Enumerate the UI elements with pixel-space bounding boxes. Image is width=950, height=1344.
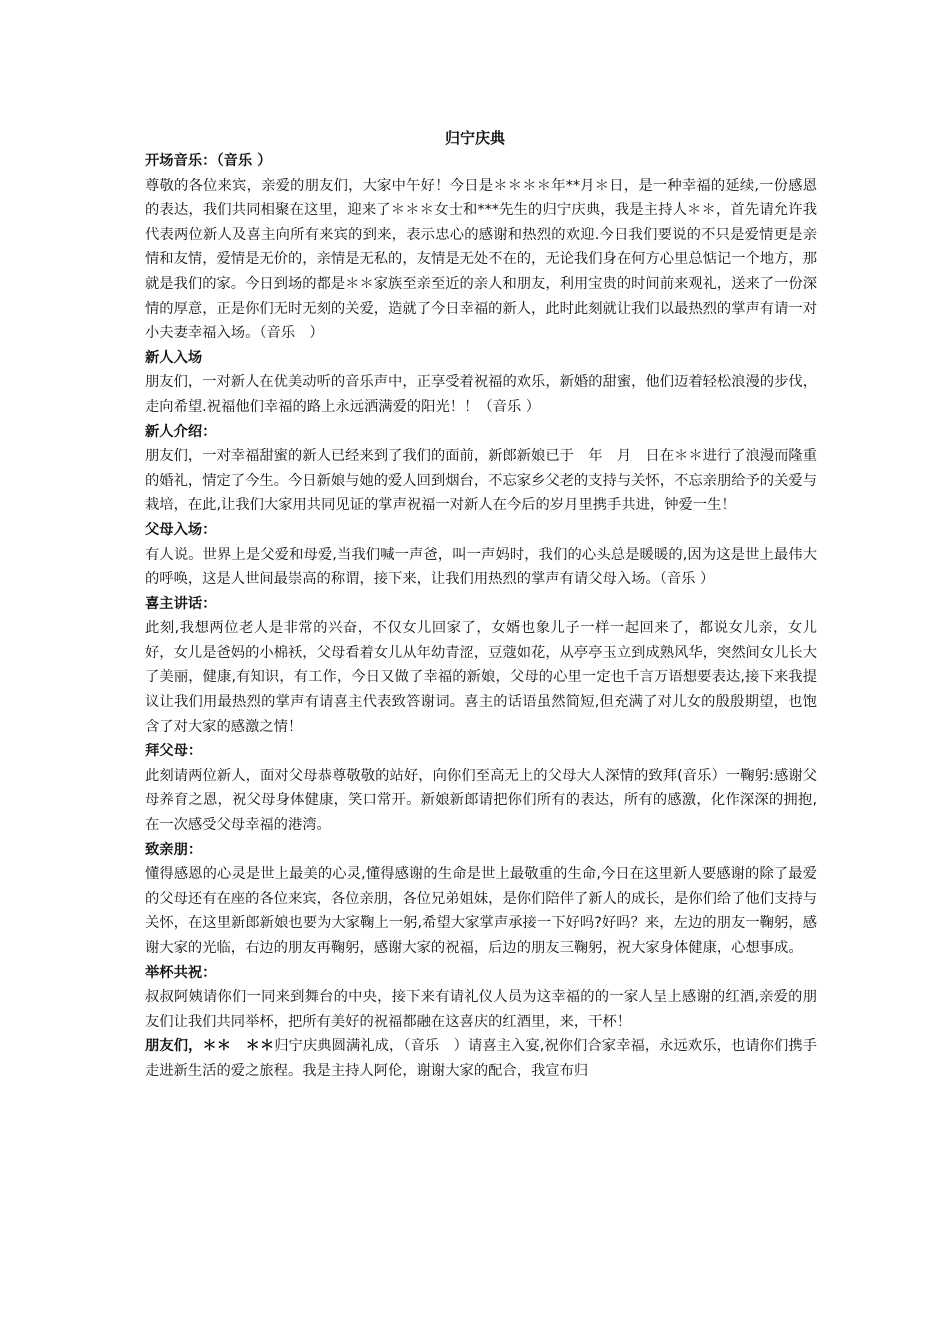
section-heading-bow-to-parents: 拜父母： bbox=[145, 743, 203, 760]
closing-text: 归宁庆典圆满礼成，（音乐 ）请喜主入宴,祝你们合家幸福，永远欢乐，也请你们携手走进新生活的爱之旅程。我是主持人阿伦，谢谢大家的配合，我宣布归 bbox=[145, 1038, 818, 1079]
section-text-bow-to-parents: 此刻请两位新人，面对父母恭尊敬敬的站好，向你们至高无上的父母大人深情的致拜(音乐）一鞠躬:感谢父母养育之恩，祝父母身体健康，笑口常开。新娘新郎请把你们所有的表达，所有的感激，化作深深的拥抱,在一次感受父母幸福的港湾。 bbox=[145, 767, 817, 834]
section-heading-couple-entrance: 新人入场 bbox=[145, 349, 203, 366]
section-heading-couple-introduction: 新人介绍： bbox=[145, 423, 217, 440]
document-body bbox=[145, 149, 817, 1084]
section-heading-toast: 举杯共祝： bbox=[145, 964, 217, 981]
closing-paragraph bbox=[145, 1034, 817, 1083]
section-heading-opening-music: 开场音乐：（音乐 ） bbox=[145, 153, 272, 169]
section-heading-thank-guests: 致亲朋： bbox=[145, 841, 203, 858]
section-text-parents-entrance: 有人说。世界上是父爱和母爱,当我们喊一声爸，叫一声妈时，我们的心头总是暖暖的,因为这是世上最伟大的呼唤，这是人世间最崇高的称谓，接下来，让我们用热烈的掌声有请父母入场。（音乐 ） bbox=[145, 546, 817, 588]
document-title: 归宁庆典 bbox=[444, 129, 505, 147]
section-text-couple-entrance: 朋友们，一对新人在优美动听的音乐声中，正享受着祝福的欢乐，新婚的甜蜜，他们迈着轻松浪漫的步伐，走向希望.祝福他们幸福的路上永远洒满爱的阳光！！（音乐 ） bbox=[145, 374, 817, 415]
section-text-thank-guests: 懂得感恩的心灵是世上最美的心灵,懂得感谢的生命是世上最敬重的生命,今日在这里新人要感谢的除了最爱的父母还有在座的各位来宾，各位亲朋，各位兄弟姐妹，是你们陪伴了新人的成长，是你们给了他们支持与关怀，在这里新郎新娘也要为大家鞠上一躬,希望大家掌声承接一下好吗?好吗？来，左边的朋友一鞠躬，感谢大家的光临，右边的朋友再鞠躬，感谢大家的祝福，后边的朋友三鞠躬，祝大家身体健康，心想事成。 bbox=[145, 866, 817, 956]
closing-heading: 朋友们，＊＊ ＊＊ bbox=[145, 1038, 275, 1055]
section-text-opening-music: 尊敬的各位来宾，亲爱的朋友们，大家中午好！今日是＊＊＊＊年**月＊日，是一种幸福的延续,一份感恩的表达，我们共同相聚在这里，迎来了＊＊＊女士和***先生的归宁庆典，我是主持人＊＊，首先请允许我代表两位新人及喜主向所有来宾的到来，表示忠心的感谢和热烈的欢迎.今日我们要说的不只是爱情更是亲情和友情，爱情是无价的，亲情是无私的，友情是无处不在的，无论我们身在何方心里总惦记一个地方，那就是我们的家。今日到场的都是＊＊家族至亲至近的亲人和朋友，利用宝贵的时间前来观礼，送来了一份深情的厚意，正是你们无时无刻的关爱，造就了今日幸福的新人，此时此刻就让我们以最热烈的掌声有请一对小夫妻幸福入场。（音乐 ） bbox=[145, 177, 817, 342]
section-text-toast: 叔叔阿姨请你们一同来到舞台的中央，接下来有请礼仪人员为这幸福的的一家人呈上感谢的红酒,亲爱的朋友们让我们共同举杯，把所有美好的祝福都融在这喜庆的红酒里，来，干杯！ bbox=[145, 989, 817, 1030]
section-heading-host-speech: 喜主讲话： bbox=[145, 595, 217, 612]
section-text-host-speech: 此刻,我想两位老人是非常的兴奋，不仅女儿回家了，女婿也象儿子一样一起回来了，都说女儿亲，女儿好，女儿是爸妈的小棉袄，父母看着女儿从年幼青涩，豆蔻如花，从亭亭玉立到成熟风华，突然间女儿长大了美丽，健康,有知识，有工作，今日又做了幸福的新娘，父母的心里一定也千言万语想要表达,接下来我提议让我们用最热烈的掌声有请喜主代表致答谢词。喜主的话语虽然简短,但充满了对儿女的殷殷期望，也饱含了对大家的感激之情！ bbox=[145, 620, 817, 735]
section-text-couple-introduction: 朋友们，一对幸福甜蜜的新人已经来到了我们的面前，新郎新娘已于 年 月 日在＊＊进行了浪漫而隆重的婚礼，情定了今生。今日新娘与她的爱人回到烟台，不忘家乡父老的支持与关怀，不忘亲朋给予的关爱与栽培，在此,让我们大家用共同见证的掌声祝福一对新人在今后的岁月里携手共进，钟爱一生！ bbox=[145, 448, 817, 514]
section-heading-parents-entrance: 父母入场： bbox=[145, 521, 217, 538]
